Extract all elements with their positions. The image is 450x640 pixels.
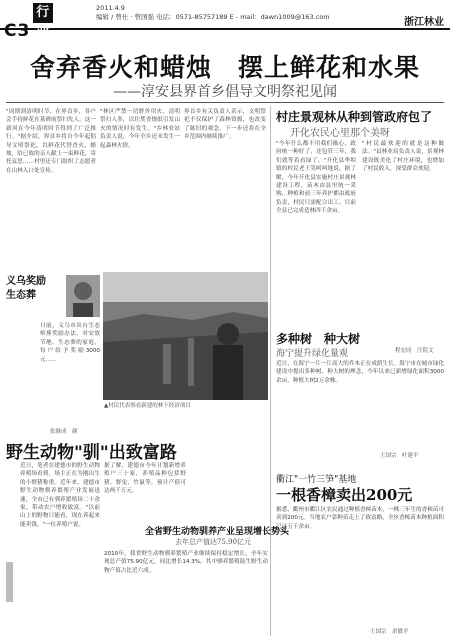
right-article2-author: 王国宗 叶建平 bbox=[380, 453, 419, 459]
lower-right-author: 王国宗 余敏平 bbox=[370, 629, 409, 635]
main-body-col-2: "林区严禁一切野外用火，清明祭扫人多，以往焚香烧纸引发山火的情况时有发生。"乡林业站负责人说，今年全乡还未发生一起森林火情。 bbox=[100, 109, 180, 149]
section-code: C3 bbox=[4, 21, 31, 41]
main-photo bbox=[103, 272, 268, 400]
right-article-col-2: "村民最欢迎的就是这种做法。"县林业局负责人说，景观林建设既美化了村庄环境，也增加了村民收入，深受群众欢迎。 bbox=[362, 141, 444, 173]
header-editor: 编辑 / 曾仕 · 曾国强 电话：0571-85757189 E - mail：dawn1009@163.com bbox=[96, 13, 330, 21]
sidebar-author: 张继成 颜 bbox=[50, 429, 78, 435]
decor-bar bbox=[6, 562, 13, 602]
left-bottom-title: 野生动物"驯"出致富路 bbox=[6, 443, 177, 463]
column-divider bbox=[270, 106, 271, 636]
divider bbox=[6, 102, 444, 103]
middle-bottom-title: 全省野生动物驯养产业呈现增长势头 bbox=[145, 527, 290, 537]
page-header bbox=[0, 0, 450, 41]
right-article-subtitle: 开化农民心里那个美呀 bbox=[290, 128, 390, 139]
header-date: 2011.4.9 bbox=[96, 4, 125, 12]
middle-bottom-subtitle: 去年总产值达75.90亿元 bbox=[175, 538, 252, 546]
lower-right-kicker: 衢江"一竹三笋"基地 bbox=[276, 475, 357, 485]
middle-bottom-body: 2010年，我省野生动物驯养繁殖产业继续保持稳定增长，全年实现总产值75.90亿元，同比增长14.3%。其中驯养繁殖陆生野生动物产值占比近六成。 bbox=[104, 551, 268, 574]
right-article2-subtitle: 海宁提升绿化量观 bbox=[276, 349, 349, 359]
main-subhead: ——淳安县界首乡倡导文明祭祀见闻 bbox=[113, 84, 337, 100]
sidebar-title: 义乌奖励 生态葬 bbox=[6, 276, 46, 301]
right-article2-body: 近日，在海宁一片一片高大的乔木正在成荫生长。海宁市在城市绿化建设中提出多种树、种大树的理念，今年以来已新增绿化面积3000余亩，种植大树2万余株。 bbox=[276, 361, 444, 384]
section-label: 行业 bbox=[33, 3, 53, 23]
main-photo-caption: ▲村民代表察看新建的林下经济项目 bbox=[104, 403, 191, 409]
right-article-author: 程宏同 汪院文 bbox=[395, 348, 434, 354]
sidebar-text: 日前，义乌市出台生态殡葬奖励办法，对安放节地、生态葬的家庭，每户给予奖励3000元…… bbox=[40, 323, 100, 363]
right-article-col-1: "今年什么都不用我们操心，政府统一种好了，还包管三年，我们就等着看绿了。"开化县华埠镇的村民老王笑呵呵地说。据了解，今年开化县实施村庄景观林建设工程，苗木由县里统一采购，种植和前三年养护都由政府负责，村民只需配合出工。目前全县已完成造林四千余亩。 bbox=[276, 141, 356, 215]
lower-right-body: 据悉，衢州市衢江区农民通过种植香樟苗木，一株三年生的香樟苗可卖到200元。当地农户靠种苗走上了致富路，全区香樟苗木种植面积已达五千余亩。 bbox=[276, 507, 444, 530]
header-right-title: 浙江林业 bbox=[404, 17, 444, 28]
header-meta bbox=[96, 4, 330, 22]
right-article2-title: 多种树 种大树 bbox=[276, 332, 361, 346]
right-article-title: 村庄景观林从种到管政府包了 bbox=[276, 110, 433, 124]
main-body-col-1: "周期到清明时节，在界首乡，各户会手持鲜花在墓碑前祭扫先人，这一新风在今年清明时节得到了广泛推行。"据介绍，界首乡将自今年起倡导文明祭祀，以鲜花代替香火、蜡烛，给已故的亲人献上一束鲜花，寄托哀思……村里还专门组织了志愿者在山林入口处宣传。 bbox=[6, 109, 96, 174]
left-bottom-col-1: 近日，笔者在建德市的野生动物养殖场看到，场主正在为刚出生的小野猪称重。近年来，建德市野生动物驯养繁殖产业发展迅速，全市已有驯养繁殖场二十余家，带动农户增收致富。"以前山上的野物只能看，现在养起来能卖钱。"一位养殖户说。 bbox=[20, 463, 100, 528]
sidebar-photo bbox=[66, 275, 100, 317]
main-headline: 舍弃香火和蜡烛 摆上鲜花和水果 bbox=[29, 53, 420, 82]
main-body-col-3: 界首乡有关负责人表示，文明祭祀不仅保护了森林资源，也改变了陈旧的观念，下一步还将在全乡范围内继续推广。 bbox=[184, 109, 266, 141]
lower-right-title: 一根香樟卖出200元 bbox=[276, 486, 413, 504]
left-bottom-col-2: 据了解，建德市今年计划新增养殖户三十家，养殖品种包括野猪、野兔、竹鼠等，预计产值可达两千万元。 bbox=[104, 463, 186, 495]
section-logo bbox=[4, 3, 53, 41]
